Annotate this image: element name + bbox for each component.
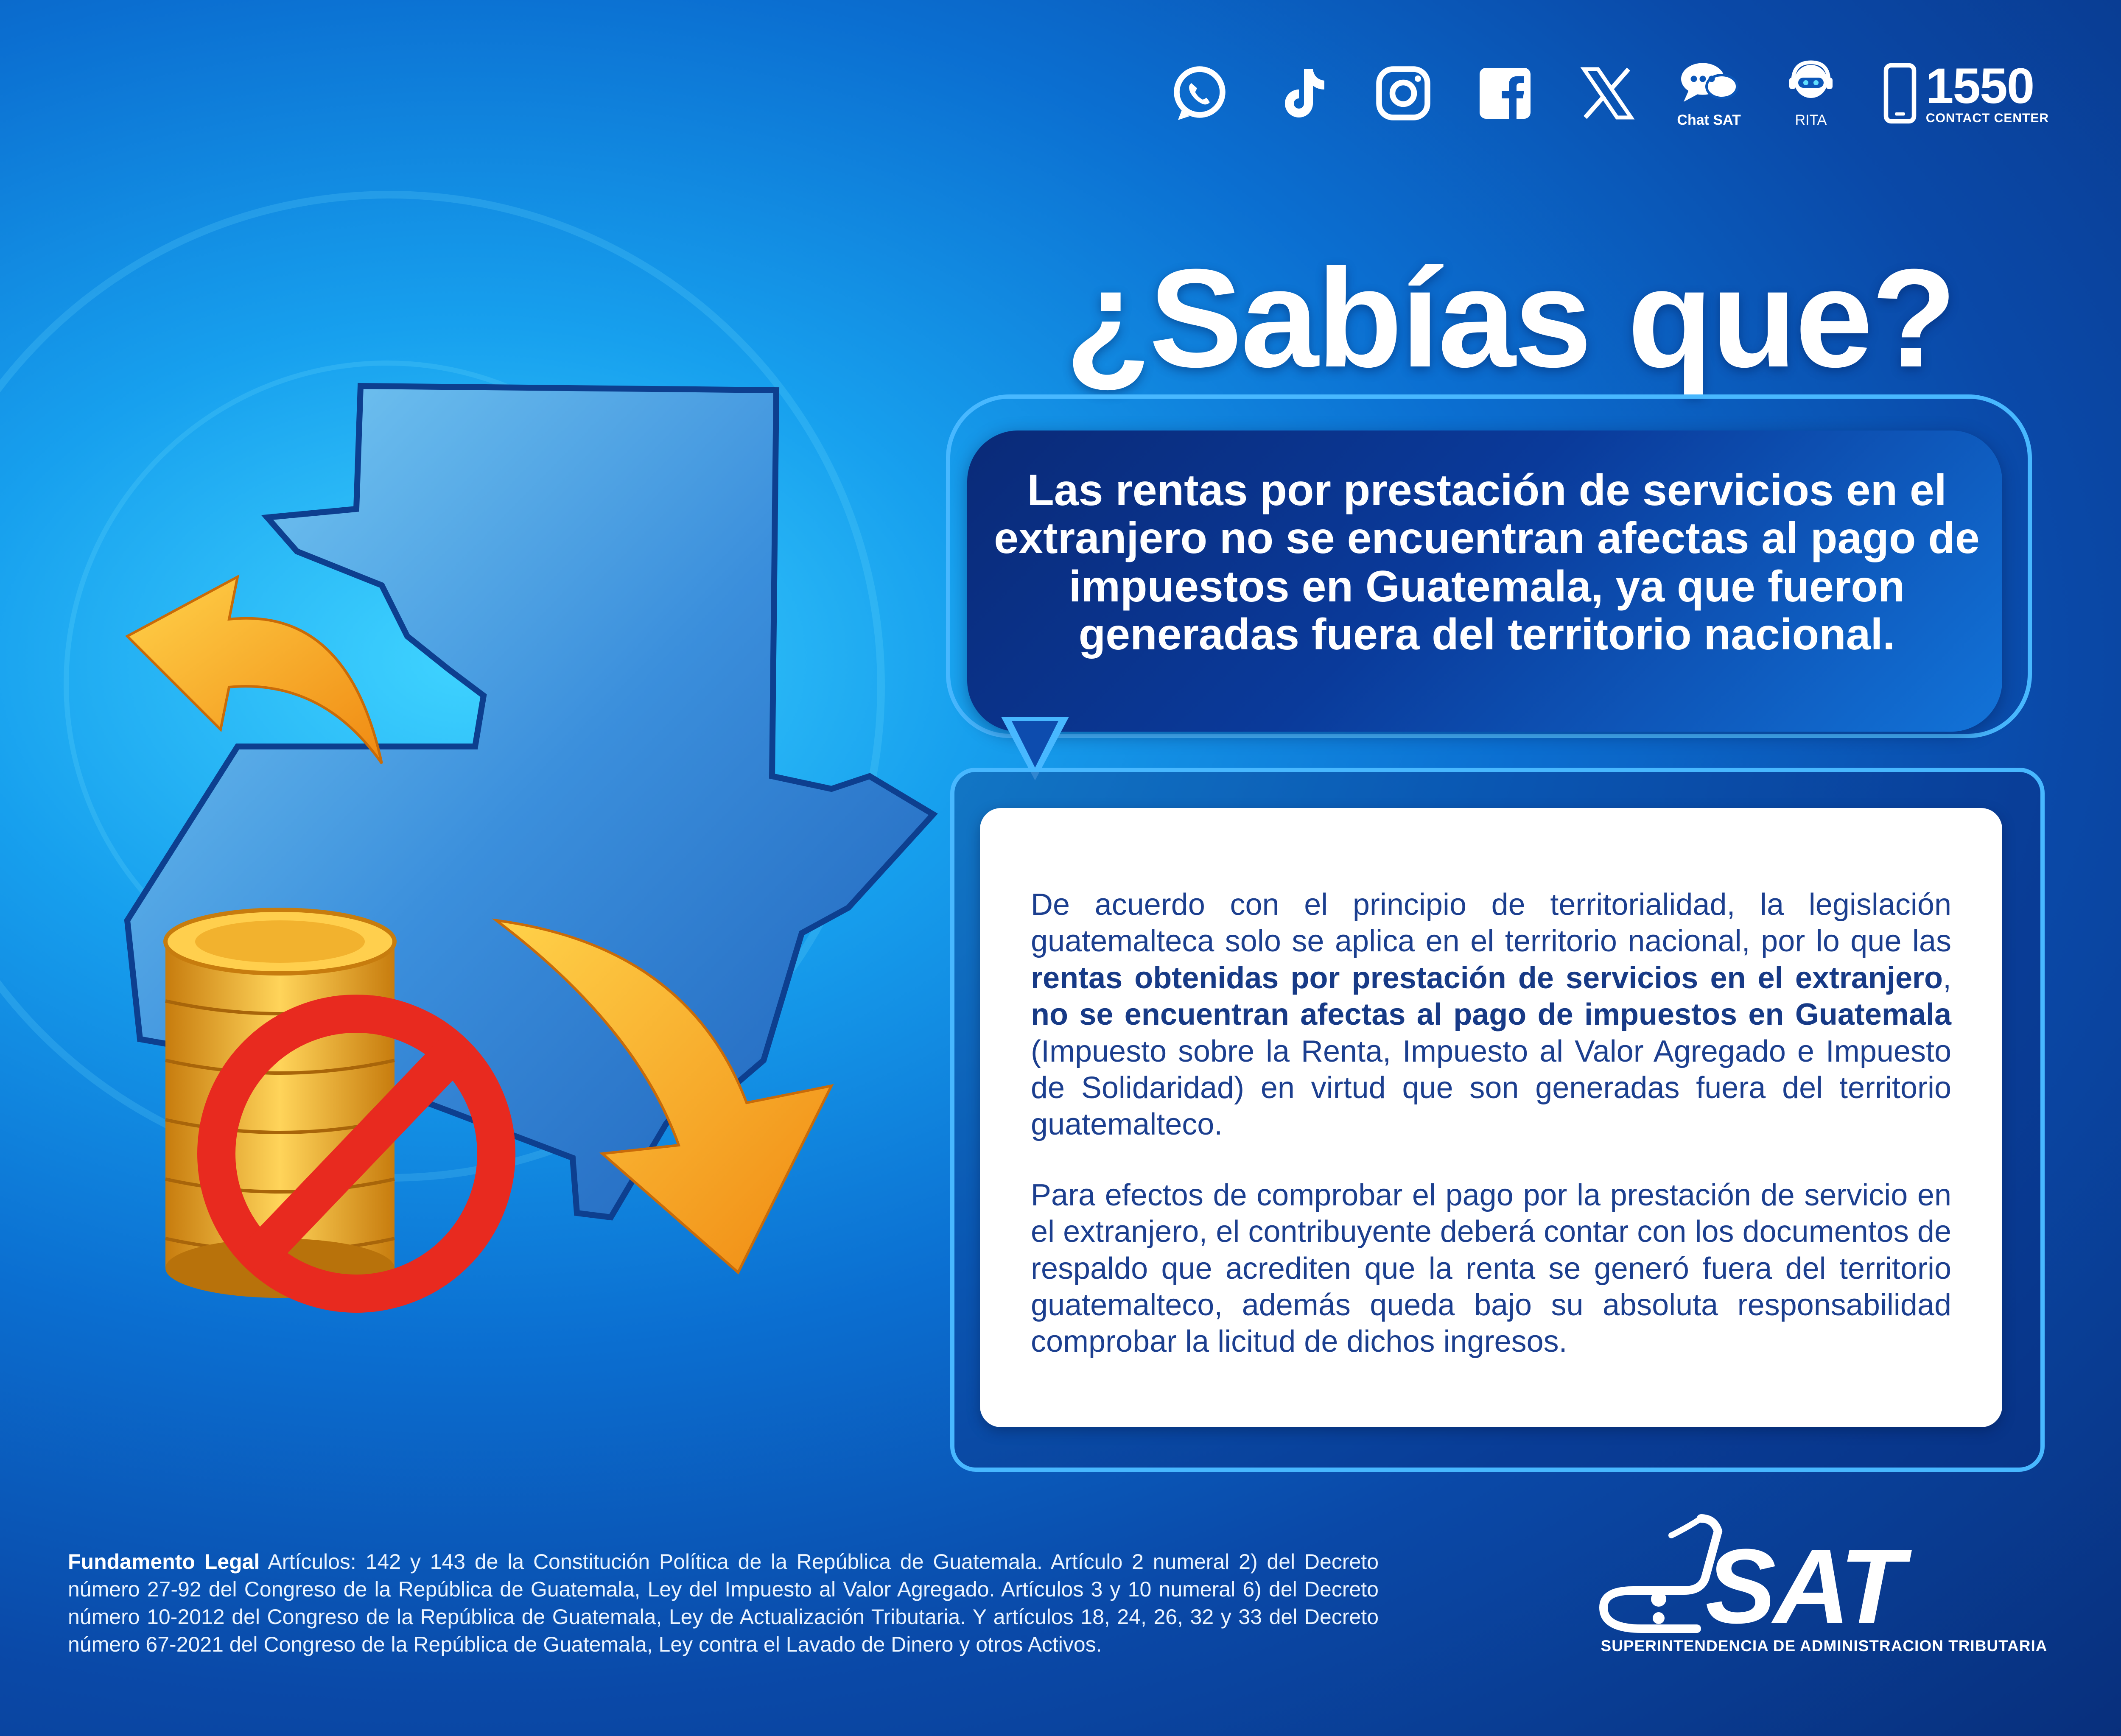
speech-bubble-tail-inner [1012, 721, 1058, 768]
p1-bold-rentas: rentas obtenidas por prestación de servicios en el extranjero [1031, 961, 1943, 995]
info-paragraph-1 [1031, 886, 1951, 1143]
x-icon[interactable] [1575, 62, 1639, 125]
chat-sat-icon [1677, 59, 1741, 109]
contact-label: CONTACT CENTER [1925, 111, 2049, 125]
orange-arrow-left [127, 577, 382, 763]
speech-bubble-text: Las rentas por prestación de servicios en el extranjero no se encuentran afectas al pago de impuestos en Guatemala, ya que fueron generadas fuera del territorio nacional. [994, 466, 1980, 660]
sat-logo-name: SAT [1705, 1527, 1902, 1645]
legal-basis-text [68, 1548, 1379, 1658]
tiktok-icon[interactable] [1270, 62, 1333, 125]
phone-icon [1881, 62, 1919, 125]
social-icon-bar [1168, 51, 2049, 136]
p1-text-end: (Impuesto sobre la Renta, Impuesto al Valor Agregado e Impuesto de Solidaridad) en virtud que son generadas fuera del territorio guatemalteco. [1031, 1034, 1951, 1142]
info-paragraph-2: Para efectos de comprobar el pago por la prestación de servicio en el extranjero, el contribuyente deberá contar con los documentos de respaldo que acrediten que la renta se generó fuera del territorio guatemalteco, además queda bajo su absoluta responsabilidad comprobar la licitud de dichos ingresos. [1031, 1178, 1951, 1359]
facebook-icon[interactable] [1473, 62, 1537, 125]
p1-bold-no-afectas: no se encuentran afectas al pago de impuestos en Guatemala [1031, 998, 1951, 1032]
illustration [0, 0, 976, 1484]
contact-center[interactable] [1881, 58, 2049, 126]
chat-sat-caption: Chat SAT [1677, 112, 1741, 128]
page-title: ¿Sabías que? [1065, 240, 1955, 396]
legal-label: Fundamento Legal [68, 1550, 260, 1574]
instagram-icon[interactable] [1371, 62, 1435, 125]
rita-link[interactable] [1779, 59, 1843, 129]
p1-text: De acuerdo con el principio de territorialidad, la legislación guatemalteca solo se aplica en el territorio nacional, por lo que las [1031, 888, 1951, 959]
rita-caption: RITA [1795, 112, 1827, 128]
legal-text: Artículos: 142 y 143 de la Constitución Política de la República de Guatemala. Artículo 2 numeral 2) del Decreto número 27-92 del Congreso de la República de Guatemala, Ley del Impuesto al Valor Agregado. Artículos 3 y 10 numeral 6) del Decreto número 10-2012 del Congreso de la República de Guatemala, Ley de Actualización Tributaria. Y artículos 18, 24, 26, 32 y 33 del Decreto número 67-2021 del Congreso de la República de Guatemala, Ley contra el Lavado de Dinero y otros Activos. [68, 1550, 1379, 1656]
sat-logo-subtitle: SUPERINTENDENCIA DE ADMINISTRACION TRIBUTARIA [1601, 1637, 2048, 1655]
sat-logo [1595, 1510, 2053, 1663]
rita-icon [1779, 59, 1843, 109]
info-card-text [1031, 886, 1951, 1394]
contact-number: 1550 [1925, 58, 2034, 114]
p1-separator: , [1942, 961, 1951, 995]
chat-sat-link[interactable] [1677, 59, 1740, 129]
whatsapp-icon[interactable] [1168, 62, 1231, 125]
